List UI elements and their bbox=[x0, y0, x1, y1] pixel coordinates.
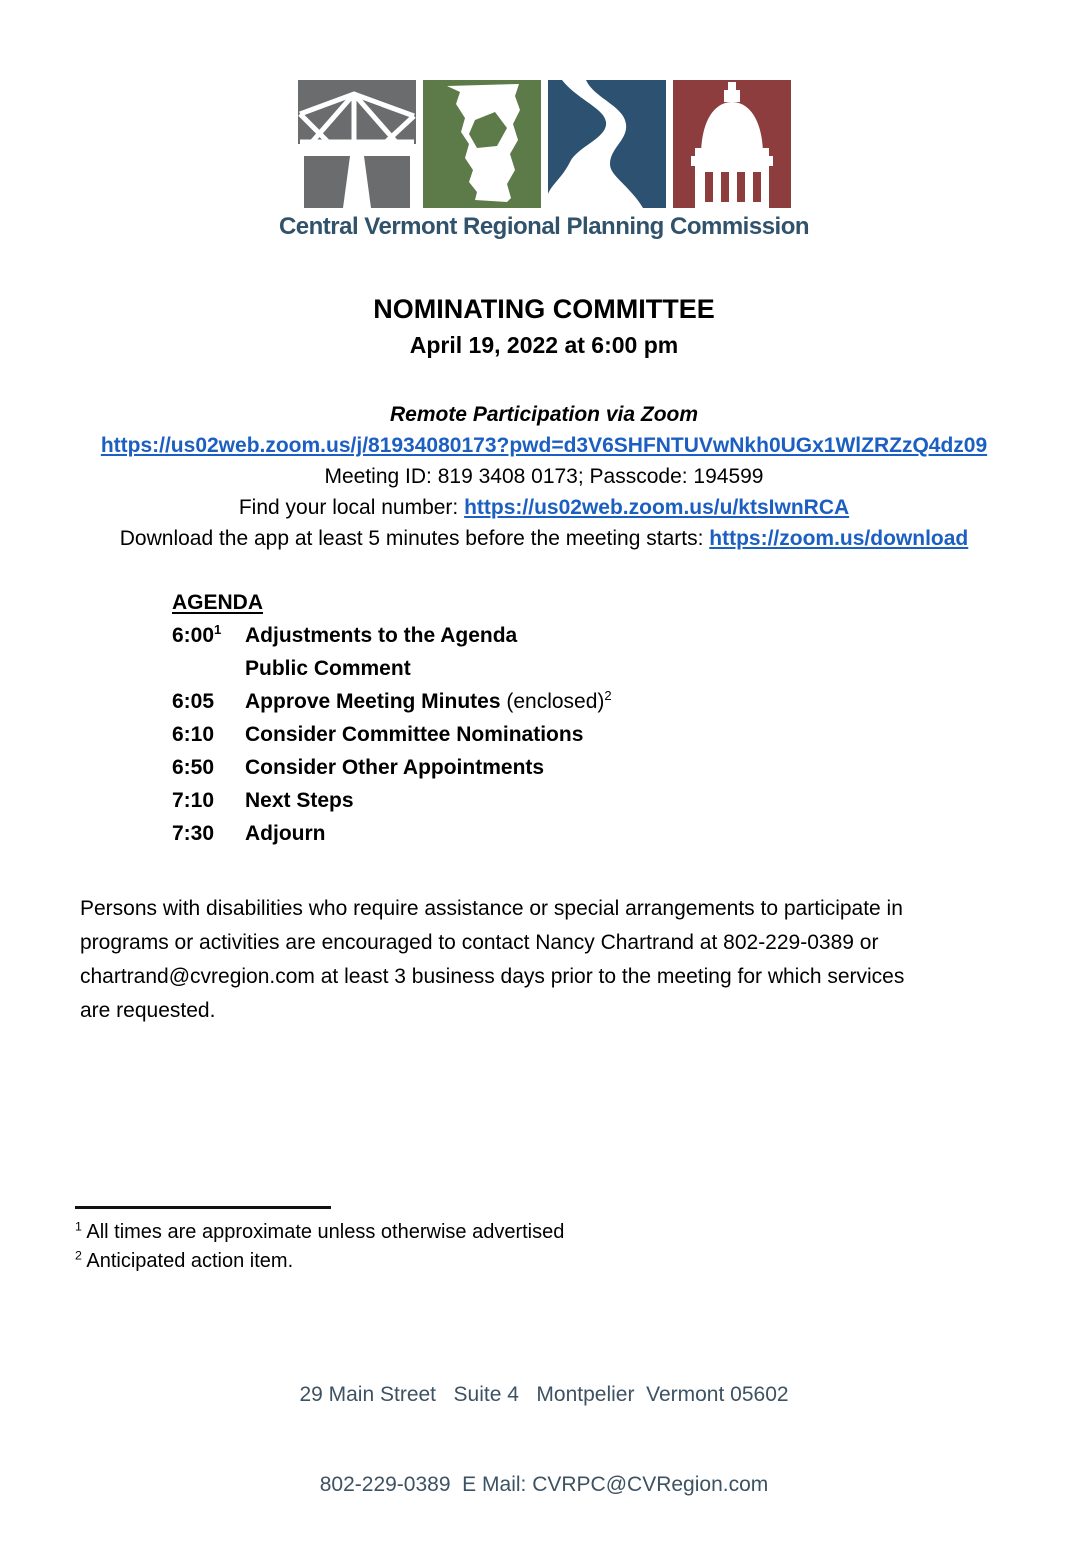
vermont-map-icon bbox=[423, 80, 541, 208]
agenda-title: Public Comment bbox=[245, 657, 411, 680]
footer-address: 29 Main Street Suite 4 Montpelier Vermont 05602 bbox=[299, 1383, 789, 1406]
remote-participation-section bbox=[0, 399, 1088, 554]
join-link-line bbox=[0, 430, 1088, 461]
capitol-dome-icon bbox=[673, 80, 791, 208]
agenda-title: Consider Committee Nominations bbox=[245, 723, 584, 746]
agenda-time: $6:00^1$ bbox=[172, 622, 222, 647]
download-line bbox=[0, 523, 1088, 554]
download-label: Download the app at least 5 minutes before the meeting starts: bbox=[119, 527, 710, 550]
cvrpc-logo bbox=[0, 80, 1088, 241]
footnotes-section bbox=[75, 1206, 564, 1276]
notice-line: programs or activities are encouraged to contact Nancy Chartrand at 802-229-0389 or bbox=[80, 931, 879, 954]
agenda-item bbox=[172, 751, 612, 784]
agenda-title: Adjourn bbox=[245, 822, 326, 845]
download-link[interactable]: https://zoom.us/download bbox=[709, 527, 969, 550]
accessibility-notice bbox=[80, 892, 1020, 1028]
footnote-2: $^2$ Anticipated action item. bbox=[75, 1248, 294, 1272]
agenda-item bbox=[172, 652, 612, 685]
footnote-separator bbox=[75, 1206, 331, 1209]
local-number-link[interactable]: https://us02web.zoom.us/u/ktsIwnRCA bbox=[464, 496, 850, 519]
meeting-datetime: April 19, 2022 at 6:00 pm bbox=[409, 332, 679, 358]
meeting-id-line: Meeting ID: 819 3408 0173; Passcode: 194599 bbox=[324, 465, 764, 488]
agenda-title: Next Steps bbox=[245, 789, 354, 812]
notice-line: are requested. bbox=[80, 999, 216, 1022]
zoom-join-link[interactable]: https://us02web.zoom.us/j/81934080173?pwd=d3V6SHFNTUVwNkh0UGx1WlZRZzQ4dz09 bbox=[100, 434, 988, 457]
local-number-line bbox=[0, 492, 1088, 523]
remote-participation-heading: Remote Participation via Zoom bbox=[389, 403, 699, 426]
page-title: NOMINATING COMMITTEE bbox=[373, 294, 715, 324]
agenda-title: Adjustments to the Agenda bbox=[245, 624, 518, 647]
local-number-label: Find your local number: bbox=[238, 496, 465, 519]
agenda-time: 6:10 bbox=[172, 723, 215, 746]
footer-contact: 802-229-0389 E Mail: CVRPC@CVRegion.com bbox=[319, 1473, 769, 1496]
agenda-time: 7:30 bbox=[172, 822, 215, 845]
logo-tagline: Central Vermont Regional Planning Commission bbox=[278, 213, 810, 240]
agenda-item bbox=[172, 817, 612, 850]
footnote-1: $^1$ All times are approximate unless otherwise advertised bbox=[75, 1219, 565, 1243]
truss-bridge-icon bbox=[298, 80, 416, 208]
agenda-time: 7:10 bbox=[172, 789, 215, 812]
agenda-item bbox=[172, 784, 612, 817]
agenda-time: 6:05 bbox=[172, 690, 215, 713]
logo-panels bbox=[298, 80, 791, 208]
agenda-time: 6:50 bbox=[172, 756, 215, 779]
document-footer bbox=[0, 1320, 1088, 1560]
notice-line: chartrand@cvregion.com at least 3 business days prior to the meeting for which services bbox=[80, 965, 905, 988]
agenda-title: Approve Meeting Minutes (enclosed)$^2$ bbox=[245, 688, 612, 713]
title-block bbox=[0, 294, 1088, 359]
notice-line: Persons with disabilities who require assistance or special arrangements to participate in bbox=[80, 897, 903, 920]
agenda-time bbox=[172, 652, 245, 685]
agenda-title: Consider Other Appointments bbox=[245, 756, 545, 779]
agenda-item bbox=[172, 718, 612, 751]
agenda-item bbox=[172, 619, 612, 652]
agenda-section bbox=[172, 586, 612, 850]
agenda-heading: AGENDA bbox=[172, 591, 264, 614]
agenda-item bbox=[172, 685, 612, 718]
river-icon bbox=[548, 80, 666, 208]
